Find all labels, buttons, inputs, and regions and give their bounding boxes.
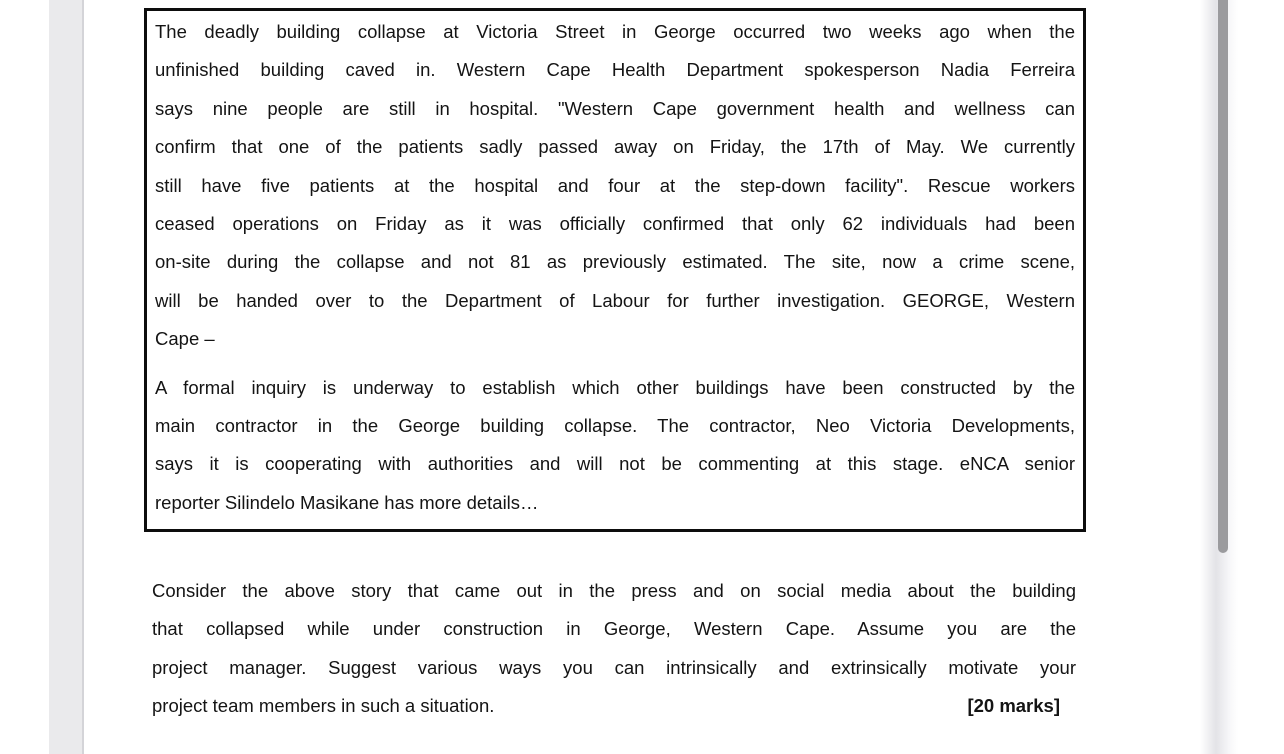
story-line: says nine people are still in hospital. "Western Cape government health and wellness can: [155, 97, 1075, 119]
story-box: [144, 8, 1086, 532]
story-line: A formal inquiry is underway to establish which other buildings have been constructed by the: [155, 376, 1075, 398]
story-line: Cape –: [155, 328, 215, 350]
question-line: Consider the above story that came out in the press and on social media about the building: [152, 580, 1076, 601]
story-line: reporter Silindelo Masikane has more details…: [155, 491, 539, 513]
question-last-line-text: project team members in such a situation.: [152, 695, 495, 717]
story-line: on-site during the collapse and not 81 as previously estimated. The site, now a crime scene,: [155, 251, 1075, 273]
question-lines: [152, 572, 1076, 687]
question-last-line: [152, 687, 1076, 725]
story-line: will be handed over to the Department of Labour for further investigation. GEORGE, Western: [155, 289, 1075, 311]
marks-label: [20 marks]: [967, 695, 1060, 717]
question-block: [152, 572, 1076, 726]
scrollbar-thumb[interactable]: [1218, 0, 1228, 553]
story-line: still have five patients at the hospital and four at the step-down facility". Rescue workers: [155, 174, 1075, 196]
question-line: that collapsed while under construction in George, Western Cape. Assume you are the: [152, 618, 1076, 640]
story-paragraph-1: [155, 13, 1075, 359]
story-line: ceased operations on Friday as it was officially confirmed that only 62 individuals had been: [155, 213, 1075, 235]
page-gutter-left: [49, 0, 84, 754]
story-line: says it is cooperating with authorities and will not be commenting at this stage. eNCA senior: [155, 453, 1075, 475]
story-paragraph-2: [155, 369, 1075, 523]
story-line: unfinished building caved in. Western Cape Health Department spokesperson Nadia Ferreira: [155, 59, 1075, 81]
story-line: confirm that one of the patients sadly passed away on Friday, the 17th of May. We currently: [155, 136, 1075, 158]
story-line: The deadly building collapse at Victoria Street in George occurred two weeks ago when the: [155, 21, 1075, 42]
question-line: project manager. Suggest various ways you can intrinsically and extrinsically motivate your: [152, 656, 1076, 678]
story-line: main contractor in the George building collapse. The contractor, Neo Victoria Developments,: [155, 415, 1075, 437]
